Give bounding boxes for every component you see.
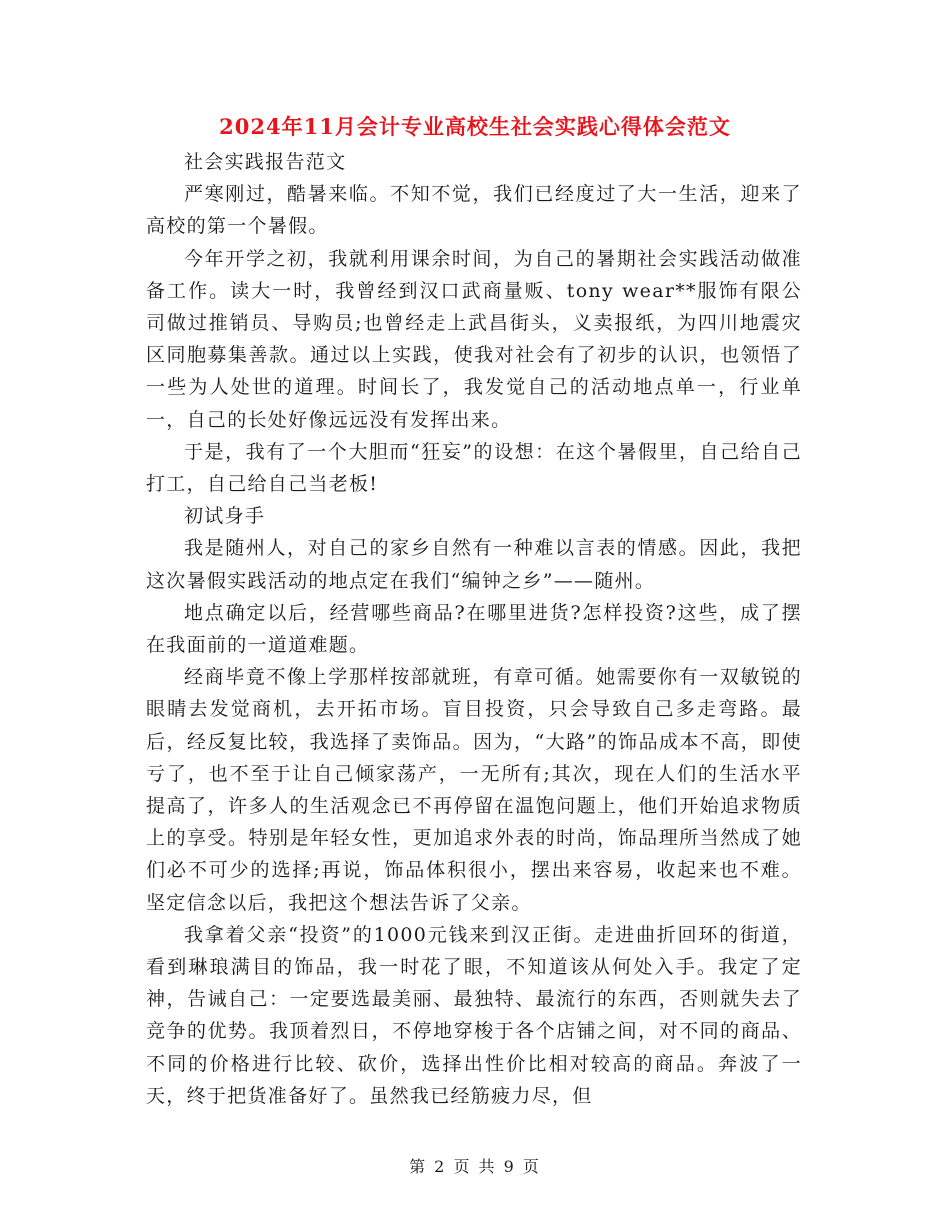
paragraph-5: 初试身手 [184, 505, 266, 528]
document-title: 2024年11月会计专业高校生社会实践心得体会范文 [219, 114, 731, 139]
document-body [146, 146, 802, 1112]
paragraph-9: 我拿着父亲“投资”的1000元钱来到汉正街。走进曲折回环的街道，看到琳琅满目的饰品，我一时花了眼，不知道该从何处入手。我定了定神，告诫自己：一定要选最美丽、最独特、最流行的东西，否则就失去了竞争的优势。我顶着烈日，不停地穿梭于各个店铺之间，对不同的商品、不同的价格进行比较、砍价，选择出性价比相对较高的商品。奔波了一天，终于把货准备好了。虽然我已经筋疲力尽，但 [146, 923, 802, 1107]
paragraph-6: 我是随州人，对自己的家乡自然有一种难以言表的情感。因此，我把这次暑假实践活动的地点定在我们“编钟之乡”——随州。 [146, 537, 802, 592]
paragraph-4: 于是，我有了一个大胆而“狂妄”的设想：在这个暑假里，自己给自己打工，自己给自己当老板! [146, 440, 802, 496]
paragraph-8: 经商毕竟不像上学那样按部就班，有章可循。她需要你有一双敏锐的眼睛去发觉商机，去开拓市场。盲目投资，只会导致自己多走弯路。最后，经反复比较，我选择了卖饰品。因为，“大路”的饰品成本不高，即使亏了，也不至于让自己倾家荡产，一无所有;其次，现在人们的生活水平提高了，许多人的生活观念已不再停留在温饱问题上，他们开始追求物质上的享受。特别是年轻女性，更加追求外表的时尚，饰品理所当然成了她们必不可少的选择;再说，饰品体积很小，摆出来容易，收起来也不难。坚定信念以后，我把这个想法告诉了父亲。 [146, 666, 802, 914]
page-number-footer: 第 2 页 共 9 页 [409, 1157, 541, 1176]
paragraph-3: 今年开学之初，我就利用课余时间，为自己的暑期社会实践活动做准备工作。读大一时，我曾经到汉口武商量贩、tony wear**服饰有限公司做过推销员、导购员;也曾经走上武昌街头，义卖报纸，为四川地震灾区同胞募集善款。通过以上实践，使我对社会有了初步的认识，也领悟了一些为人处世的道理。时间长了，我发觉自己的活动地点单一，行业单一，自己的长处好像远远没有发挥出来。 [146, 247, 802, 431]
paragraph-1: 社会实践报告范文 [184, 151, 347, 173]
paragraph-2: 严寒刚过，酷暑来临。不知不觉，我们已经度过了大一生活，迎来了高校的第一个暑假。 [146, 183, 802, 238]
paragraph-7: 地点确定以后，经营哪些商品?在哪里进货?怎样投资?这些，成了摆在我面前的一道道难题。 [146, 601, 802, 657]
